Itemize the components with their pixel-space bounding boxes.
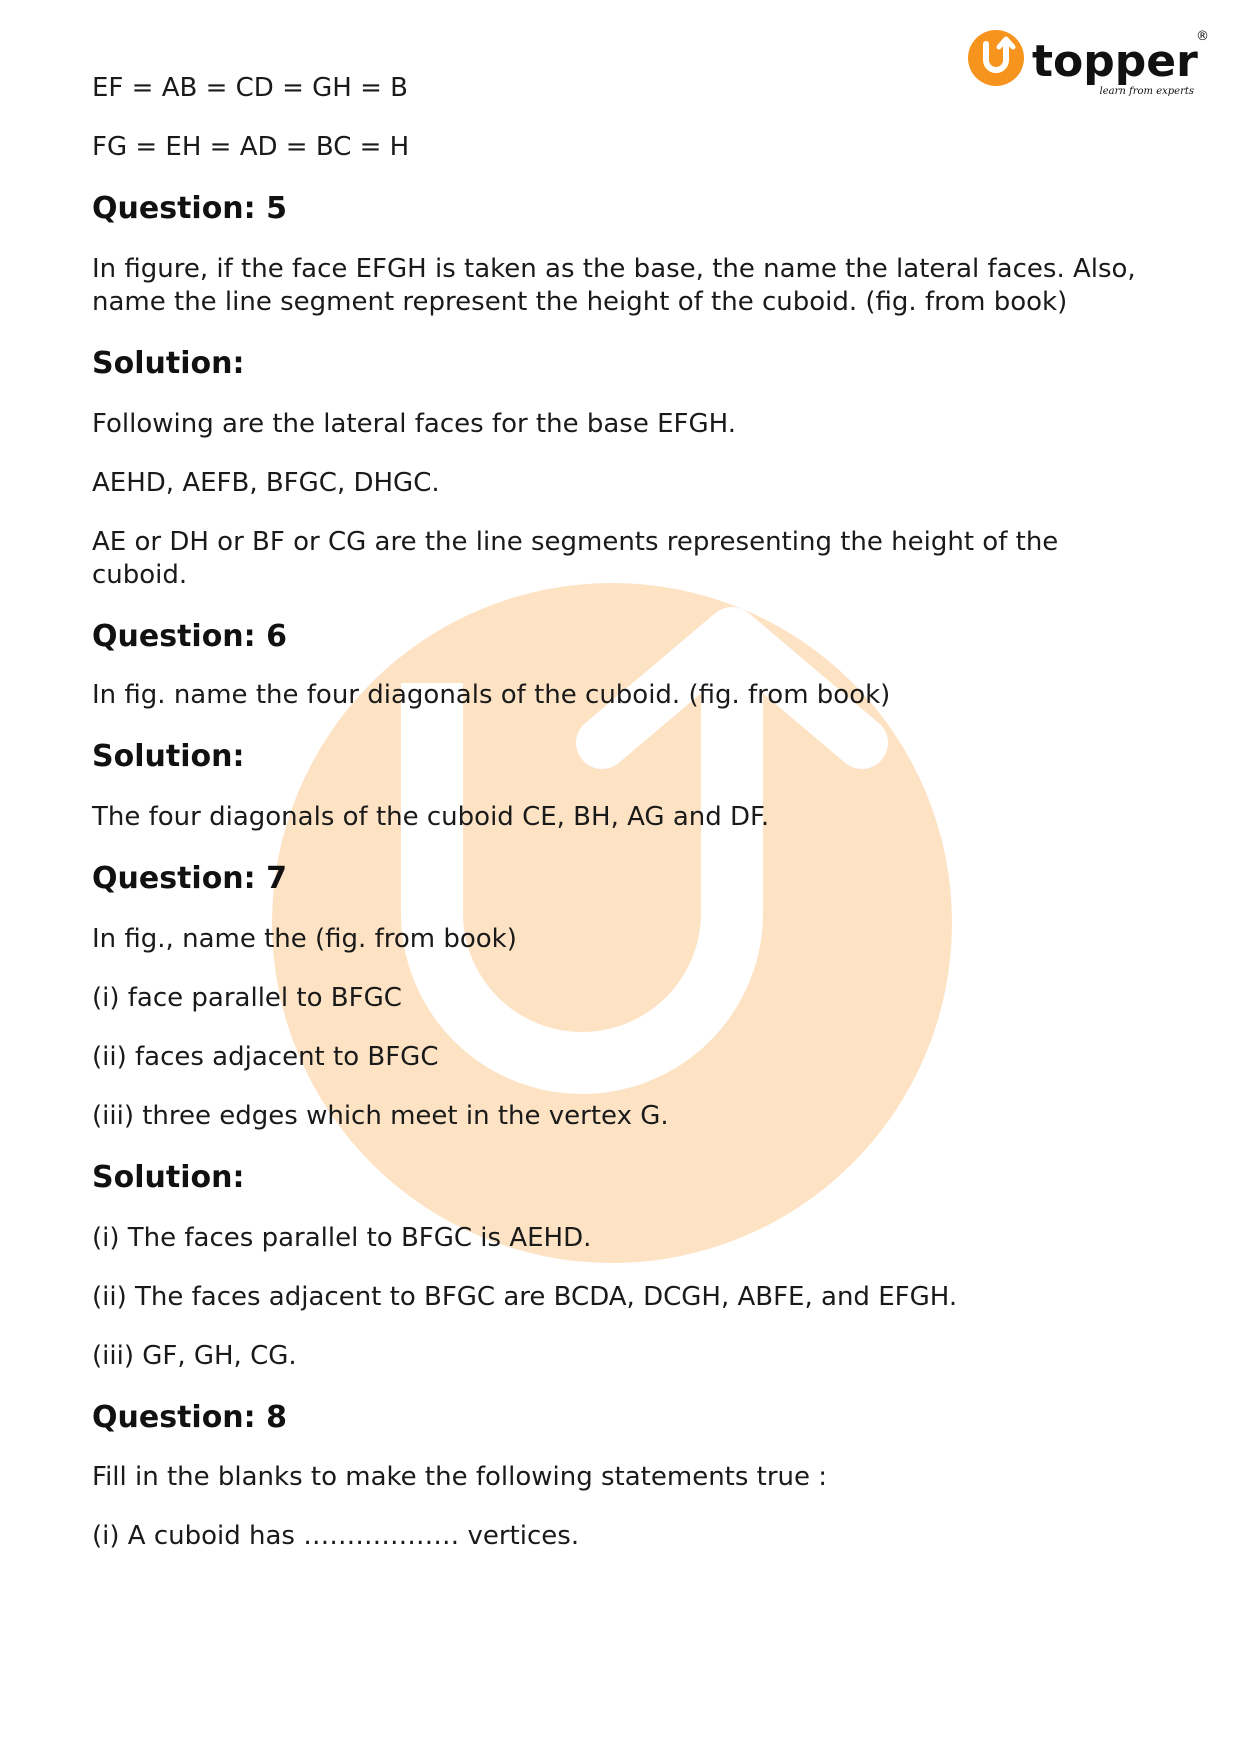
question-part: (i) face parallel to BFGC (92, 983, 402, 1013)
solution-text: (i) The faces parallel to BFGC is AEHD. (92, 1223, 592, 1253)
question-part: (iii) three edges which meet in the vertex G. (92, 1101, 669, 1131)
registered-mark: ® (1196, 29, 1208, 44)
page-content (92, 72, 1152, 1553)
question-heading: Question: 8 (92, 1400, 287, 1435)
question-part: (ii) faces adjacent to BFGC (92, 1042, 439, 1072)
topper-logo (968, 24, 1208, 100)
solution-heading: Solution: (92, 739, 245, 774)
logo-tagline: learn from experts (1099, 86, 1194, 97)
question-text: Fill in the blanks to make the following statements true : (92, 1462, 828, 1492)
solution-text: AEHD, AEFB, BFGC, DHGC. (92, 468, 440, 498)
question-heading: Question: 7 (92, 861, 287, 896)
solution-text: (iii) GF, GH, CG. (92, 1341, 297, 1371)
question-text: In figure, if the face EFGH is taken as the base, the name the lateral faces. Also, name the line segment represent the height of the cuboid. (fig. from book) (92, 254, 1136, 317)
question-heading: Question: 6 (92, 619, 287, 654)
solution-heading: Solution: (92, 1160, 245, 1195)
question-heading: Question: 5 (92, 191, 287, 226)
question-text: In fig. name the four diagonals of the cuboid. (fig. from book) (92, 680, 891, 710)
solution-text: AE or DH or BF or CG are the line segments representing the height of the cuboid. (92, 527, 1059, 590)
solution-text: (ii) The faces adjacent to BFGC are BCDA, DCGH, ABFE, and EFGH. (92, 1282, 958, 1312)
solution-text: The four diagonals of the cuboid CE, BH, AG and DF. (92, 802, 770, 832)
equation-line: FG = EH = AD = BC = H (92, 132, 410, 162)
equation-line: EF = AB = CD = GH = B (92, 73, 408, 103)
solution-heading: Solution: (92, 346, 245, 381)
question-part: (i) A cuboid has ……………… vertices. (92, 1521, 580, 1551)
logo-wordmark: topper (1032, 36, 1198, 87)
solution-text: Following are the lateral faces for the base EFGH. (92, 409, 736, 439)
logo-u-icon (968, 30, 1024, 86)
question-text: In fig., name the (fig. from book) (92, 924, 517, 954)
